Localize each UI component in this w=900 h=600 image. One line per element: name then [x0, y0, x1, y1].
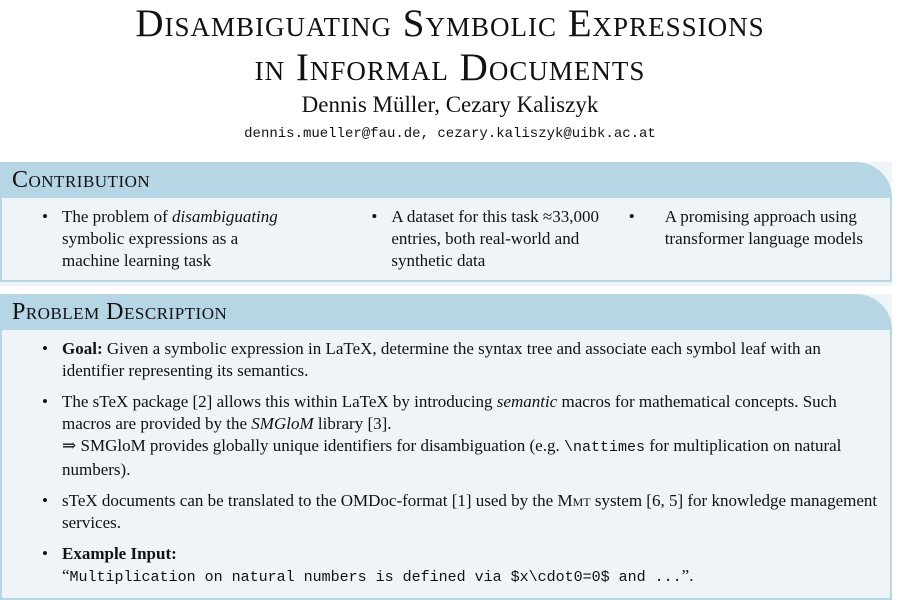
smglom-code: \nattimes — [563, 439, 645, 456]
contribution-section — [0, 162, 892, 286]
problem-description-heading: Problem Description — [0, 294, 892, 330]
problem-description-body — [0, 330, 892, 600]
example-label: Example Input: — [62, 544, 177, 563]
problem-description-section — [0, 294, 892, 600]
contribution-item-3-text: A promising approach using transformer language models — [664, 207, 863, 248]
bullet-icon: • — [42, 339, 48, 358]
contribution-item-1 — [2, 206, 335, 280]
contribution-item-1-text-pre: The problem of — [62, 207, 172, 226]
stex-text-post: library [3]. — [313, 414, 392, 433]
stex-emphasis-semantic: semantic — [496, 392, 558, 411]
bullet-icon: • — [42, 392, 48, 411]
smglom-text-pre: ⇒ SMGloM provides globally unique identifiers for disambiguation (e.g. — [62, 436, 564, 455]
title-line-2: in Informal Documents — [254, 46, 646, 89]
title-line-1: Disambiguating Symbolic Expressions — [135, 2, 765, 45]
contribution-item-3 — [629, 206, 890, 280]
stex-text-pre: The sTeX package [2] allows this within LaTeX by introducing — [62, 392, 497, 411]
goal-text: Given a symbolic expression in LaTeX, determine the syntax tree and associate each symbol leaf with an identifier representing its semantics. — [62, 339, 821, 380]
bullet-icon: • — [42, 207, 48, 226]
example-item — [2, 543, 882, 589]
contribution-item-2 — [335, 206, 628, 280]
contribution-body — [0, 198, 892, 282]
bullet-icon: • — [42, 544, 48, 563]
contribution-item-1-text-post: symbolic expressions as a machine learning task — [62, 229, 239, 270]
paper-title — [0, 2, 900, 90]
author-emails: dennis.mueller@fau.de, cezary.kaliszyk@uibk.ac.at — [244, 126, 656, 142]
contribution-item-1-emphasis: disambiguating — [172, 207, 278, 226]
omdoc-text-pre: sTeX documents can be translated to the OMDoc-format [1] used by the — [62, 491, 558, 510]
stex-item — [2, 391, 882, 481]
bullet-icon: • — [42, 491, 48, 510]
mmt-name: Mmt — [557, 491, 591, 510]
example-close-quote: ”. — [681, 566, 694, 585]
omdoc-text-post: system [6, 5] for knowledge management services. — [62, 491, 878, 532]
contribution-item-2-text: A dataset for this task ≈33,000 entries, both real-world and synthetic data — [391, 207, 599, 270]
authors: Dennis Müller, Cezary Kaliszyk — [301, 92, 599, 117]
example-open-quote: “ — [62, 566, 70, 585]
stex-emphasis-smglom: SMGloM — [251, 414, 314, 433]
contribution-heading: Contribution — [0, 162, 892, 198]
bullet-icon: • — [371, 207, 378, 226]
goal-label: Goal: — [62, 339, 103, 358]
omdoc-item — [2, 490, 882, 534]
bullet-icon: • — [628, 207, 635, 226]
example-code: Multiplication on natural numbers is defined via $x\cdot0=0$ and ... — [69, 569, 682, 586]
stex-text-mid: macros for mathematical concepts. Such macros are provided by the — [62, 392, 837, 433]
smglom-text-post: for multiplication on natural numbers). — [62, 436, 842, 479]
goal-item — [2, 338, 882, 382]
